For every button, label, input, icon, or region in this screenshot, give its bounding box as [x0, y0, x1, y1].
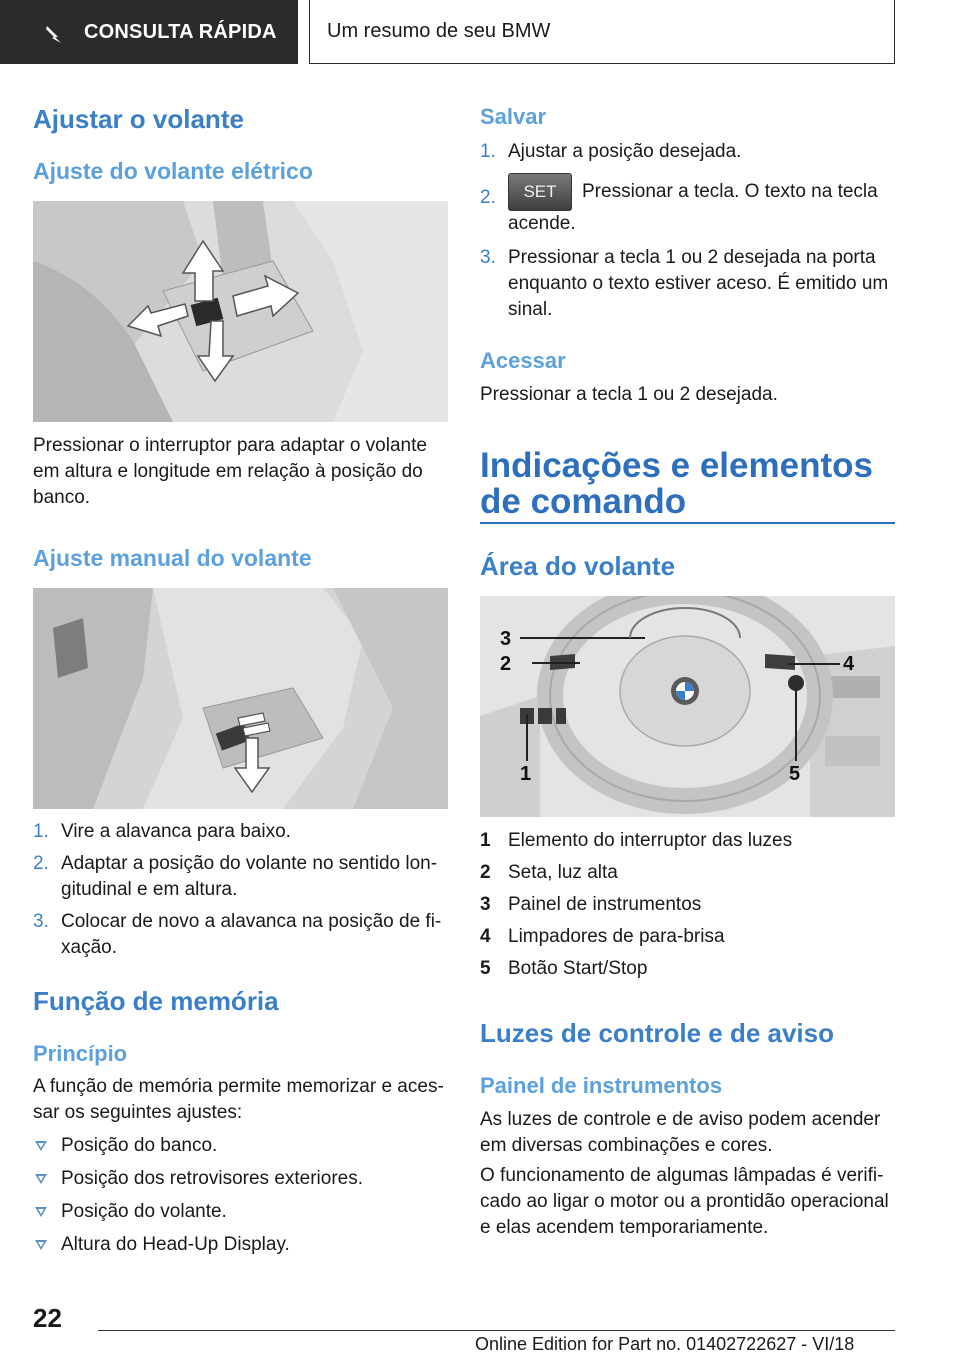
list-item: 2. SET Pressionar a tecla. O texto na tecla acende. [480, 173, 895, 237]
heading-instrument-panel: Painel de instrumentos [480, 1073, 723, 1098]
steering-legend [480, 825, 895, 985]
section-tab[interactable] [0, 0, 298, 64]
legend-item: 2 Seta, luz alta [480, 862, 618, 883]
callout-3: 3 [500, 628, 512, 650]
bullet-triangle-icon [35, 1174, 47, 1184]
chapter-title: Um resumo de seu BMW [309, 0, 895, 64]
principle-text: A função de memória permite memorizar e aces-sar os seguintes ajustes: [33, 1076, 444, 1123]
memory-settings-list [33, 1133, 448, 1265]
list-item: Posição do banco. [33, 1133, 448, 1159]
electric-adjust-text: Pressionar o interruptor para adaptar o volante em altura e longitude em relação à posição do banco. [33, 435, 427, 508]
panel-text-2: O funcionamento de algumas lâmpadas é verifi-cado ao ligar o motor ou a prontidão operacional e elas acendem temporariamente. [480, 1165, 889, 1238]
bullet-triangle-icon [35, 1207, 47, 1217]
section-tab-label: CONSULTA RÁPIDA [84, 20, 277, 43]
footer-edition: Online Edition for Part no. 01402722627 - VI/18 [475, 1334, 855, 1354]
list-item: 3. Pressionar a tecla 1 ou 2 desejada na porta enquanto o texto estiver aceso. É emitido um sinal. [480, 247, 889, 320]
list-item: Posição dos retrovisores exteriores. [33, 1166, 448, 1192]
legend-item: 3 Painel de instrumentos [480, 894, 702, 915]
section-title-steering: Ajustar o volante [33, 104, 244, 134]
set-button-icon: SET [508, 173, 572, 211]
save-steps-list [480, 139, 895, 329]
callout-1: 1 [520, 763, 532, 785]
list-item: 1. Ajustar a posição desejada. [480, 141, 742, 162]
list-item: Altura do Head-Up Display. [33, 1232, 448, 1258]
manual-steering-figure [33, 588, 448, 809]
access-text: Pressionar a tecla 1 ou 2 desejada. [480, 384, 778, 405]
legend-item: 1 Elemento do interruptor das luzes [480, 830, 793, 851]
page-number: 22 [33, 1303, 62, 1333]
list-item: 2. Adaptar a posição do volante no sentido lon-gitudinal e em altura. [33, 853, 438, 900]
bullet-triangle-icon [35, 1240, 47, 1250]
heading-manual-adjust: Ajuste manual do volante [33, 545, 312, 571]
heading-principle: Princípio [33, 1041, 128, 1066]
heading-electric-adjust: Ajuste do volante elétrico [33, 158, 313, 184]
callout-5: 5 [789, 763, 801, 785]
panel-text-1: As luzes de controle e de aviso podem acender em diversas combinações e cores. [480, 1109, 881, 1156]
bullet-triangle-icon [35, 1141, 47, 1151]
callout-2: 2 [500, 653, 512, 675]
footer-rule [98, 1330, 895, 1331]
heading-access: Acessar [480, 348, 566, 373]
legend-item: 5 Botão Start/Stop [480, 958, 648, 979]
quick-reference-icon [44, 24, 64, 44]
legend-item: 4 Limpadores de para-brisa [480, 926, 725, 947]
heading-steering-area: Área do volante [480, 551, 676, 581]
steering-wheel-figure [480, 596, 895, 817]
heading-memory-function: Função de memória [33, 986, 279, 1016]
manual-steps-list [33, 819, 448, 967]
heading-warning-lights: Luzes de controle e de aviso [480, 1018, 834, 1048]
heading-displays-controls: Indicações e elementos de comando [480, 446, 873, 521]
list-item: Posição do volante. [33, 1199, 448, 1225]
title-rule [480, 522, 895, 524]
list-item: 1. Vire a alavanca para baixo. [33, 821, 291, 842]
callout-4: 4 [843, 653, 855, 675]
list-item: 3. Colocar de novo a alavanca na posição de fi-xação. [33, 911, 442, 958]
heading-save: Salvar [480, 104, 547, 129]
electric-steering-figure [33, 201, 448, 422]
